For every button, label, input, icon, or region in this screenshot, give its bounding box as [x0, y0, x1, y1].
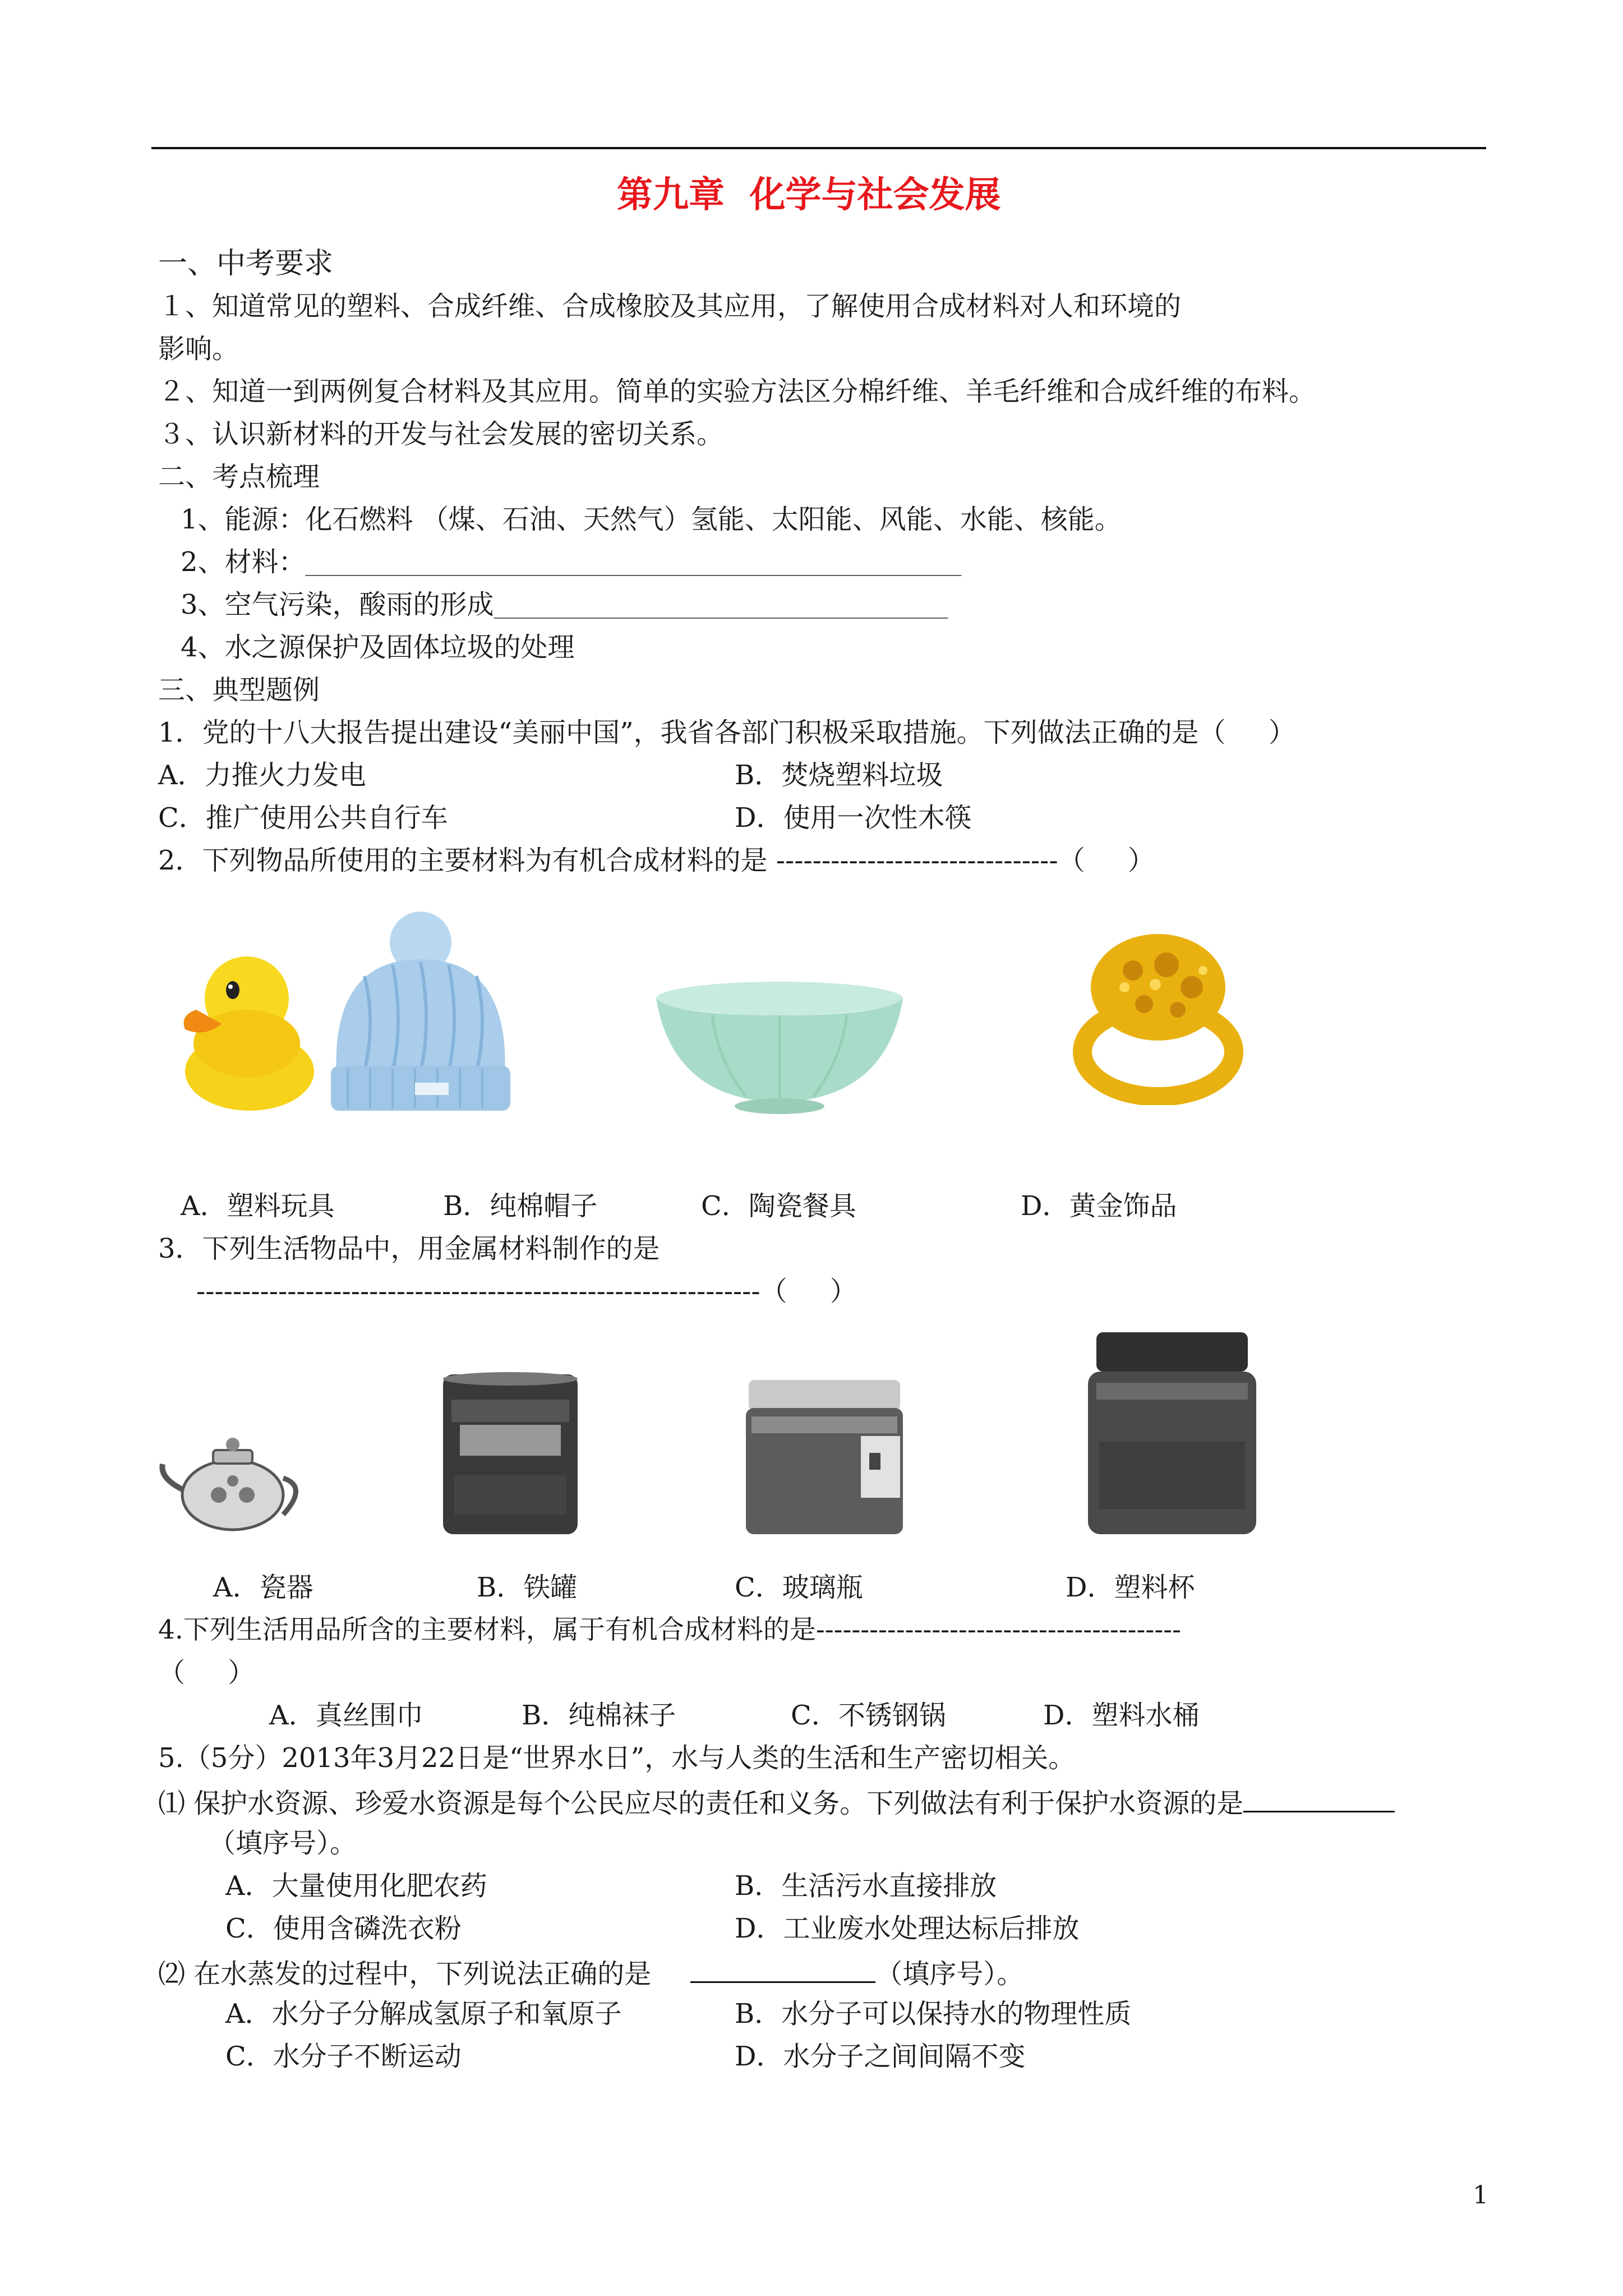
q4-option-b: B．纯棉袜子 — [522, 1700, 676, 1731]
q3-option-c: C．玻璃瓶 — [735, 1572, 863, 1603]
q3-option-a: A．瓷器 — [213, 1572, 313, 1603]
q5-part2 — [158, 1954, 1023, 1991]
q1-option-d: D．使用一次性木筷 — [735, 802, 972, 834]
header-rule — [151, 147, 1486, 149]
q3-option-b: B．铁罐 — [477, 1572, 578, 1603]
plastic-cup-image — [1082, 1329, 1262, 1537]
point-3-label: 3、空气污染，酸雨的形成 — [181, 589, 494, 620]
requirement-1: １、知道常见的塑料、合成纤维、合成橡胶及其应用，了解使用合成材料对人和环境的 — [158, 291, 1182, 322]
q2-option-c: C．陶瓷餐具 — [701, 1190, 856, 1222]
q5-part2-option-b: B．水分子可以保持水的物理性质 — [735, 1998, 1132, 2030]
q5-stem: 5.（5分）2013年3月22日是“世界水日”，水与人类的生活和生产密切相关。 — [158, 1742, 1076, 1774]
q2-option-a: A．塑料玩具 — [181, 1190, 335, 1222]
q5-part1-text: ⑴ 保护水资源、珍爱水资源是每个公民应尽的责任和义务。下列做法有利于保护水资源的是 — [158, 1788, 1244, 1819]
page-number: 1 — [1473, 2181, 1488, 2210]
q5-part2-blank[interactable] — [690, 1954, 875, 1983]
q5-part2-option-c: C．水分子不断运动 — [225, 2041, 462, 2072]
requirement-2: ２、知道一到两例复合材料及其应用。简单的实验方法区分棉纤维、羊毛纤维和合成纤维的布料。 — [158, 376, 1316, 407]
q5-part1 — [158, 1784, 1395, 1820]
q5-part2-option-d: D．水分子之间间隔不变 — [735, 2041, 1026, 2072]
q5-part2-option-a: A．水分子分解成氢原子和氧原子 — [225, 1998, 622, 2030]
glass-bottle-image — [740, 1374, 909, 1537]
q1-option-a: A．力推火力发电 — [158, 760, 366, 791]
rubber-duck-image — [179, 931, 320, 1116]
point-3-line: _____________________________________________ — [494, 596, 948, 619]
q1-stem: 1．党的十八大报告提出建设“美丽中国”，我省各部门积极采取措施。下列做法正确的是（ ） — [158, 717, 1295, 748]
q3-option-d: D．塑料杯 — [1066, 1572, 1195, 1603]
q4-stem: 4.下列生活用品所含的主要材料，属于有机合成材料的是----------------------------------------- — [158, 1614, 1181, 1645]
q2-stem: 2．下列物品所使用的主要材料为有机合成材料的是 -------------------------------（ ） — [158, 845, 1155, 876]
point-2-line: _________________________________________________________________ — [305, 553, 962, 576]
point-1: 1、能源：化石燃料 （煤、石油、天然气）氢能、太阳能、风能、水能、核能。 — [181, 504, 1122, 535]
q5-part1-blank[interactable] — [1243, 1784, 1395, 1812]
q5-part1-option-b: B．生活污水直接排放 — [735, 1870, 997, 1902]
point-2 — [181, 545, 962, 582]
q5-part1-option-a: A．大量使用化肥农药 — [225, 1870, 487, 1902]
point-3 — [181, 588, 948, 624]
q2-option-b: B．纯棉帽子 — [443, 1190, 598, 1222]
ceramic-bowl-image — [651, 976, 909, 1122]
iron-can-image — [437, 1369, 583, 1537]
q1-option-b: B．焚烧塑料垃圾 — [735, 760, 943, 791]
q5-part1-option-c: C．使用含磷洗衣粉 — [225, 1913, 462, 1944]
gold-ring-image — [1071, 926, 1245, 1105]
q5-part1-option-d: D．工业废水处理达标后排放 — [735, 1913, 1080, 1944]
knit-hat-image — [325, 909, 516, 1116]
section-heading-3: 三、典型题例 — [158, 674, 320, 706]
q4-answer-paren: （ ） — [158, 1657, 255, 1688]
q2-option-d: D．黄金饰品 — [1021, 1190, 1177, 1222]
q1-option-c: C．推广使用公共自行车 — [158, 802, 448, 834]
q5-part1-tail: （填序号）。 — [209, 1828, 357, 1859]
q3-stem: 3．下列生活物品中，用金属材料制作的是 — [158, 1233, 660, 1264]
page-title: 第九章 化学与社会发展 — [617, 174, 1001, 216]
q4-option-c: C．不锈钢锅 — [791, 1700, 946, 1731]
requirement-1-cont: 影响。 — [158, 333, 239, 365]
q5-part2-tail: （填序号）。 — [875, 1958, 1024, 1990]
q3-dashes: --------------------------------------------------------------（ ） — [196, 1276, 857, 1307]
q4-option-d: D．塑料水桶 — [1043, 1700, 1200, 1731]
point-4: 4、水之源保护及固体垃圾的处理 — [181, 632, 575, 663]
section-heading-2: 二、考点梳理 — [158, 461, 320, 493]
porcelain-teapot-image — [157, 1425, 308, 1537]
requirement-3: ３、认识新材料的开发与社会发展的密切关系。 — [158, 418, 724, 450]
q4-option-a: A．真丝围巾 — [269, 1700, 423, 1731]
section-heading-1: 一、中考要求 — [158, 247, 334, 280]
q5-part2-text: ⑵ 在水蒸发的过程中，下列说法正确的是 — [158, 1958, 652, 1990]
point-2-label: 2、材料： — [181, 546, 306, 578]
